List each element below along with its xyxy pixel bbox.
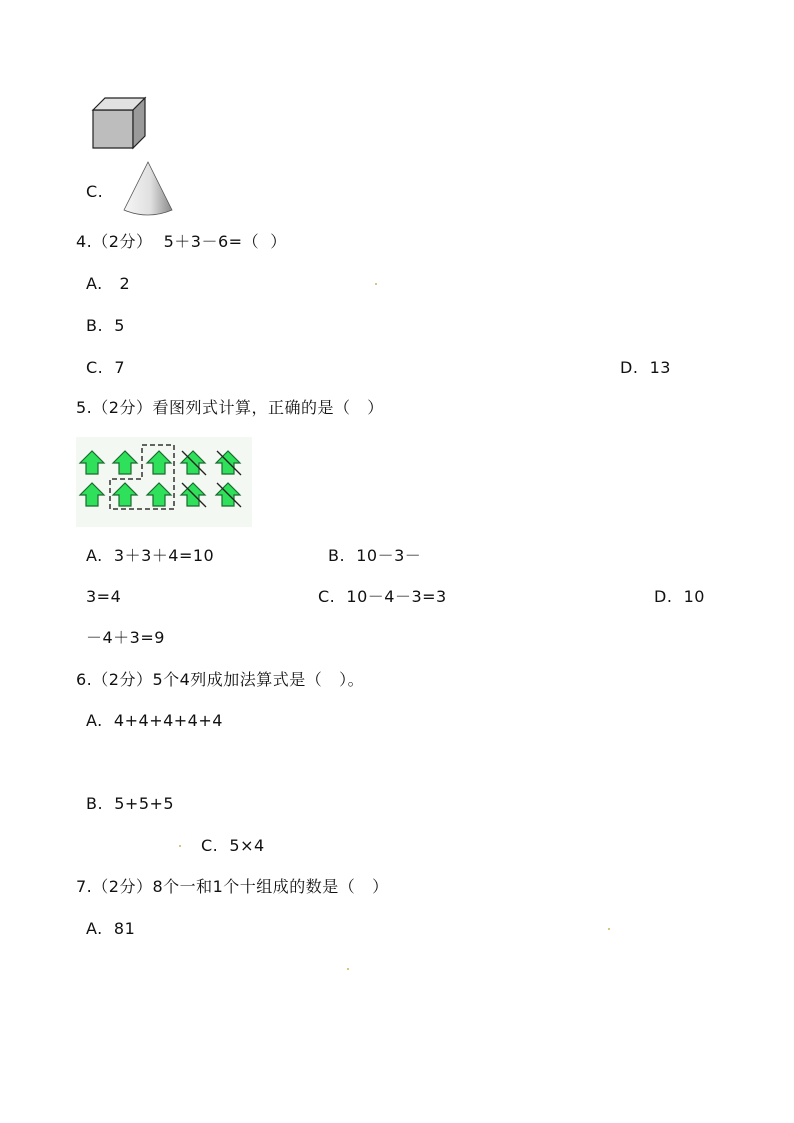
q4-option-a: A. 2 <box>86 274 131 293</box>
q5-option-b-end: 3=4 <box>86 587 122 606</box>
arrow-grid-figure <box>76 437 252 527</box>
q7-stem: 7.（2分）8个一和1个十组成的数是（ ） <box>76 877 389 896</box>
q5-option-c: C. 10－4－3=3 <box>318 587 447 606</box>
stray-speck <box>179 845 181 847</box>
stray-speck <box>608 928 610 930</box>
q5-option-b-start: B. 10－3－ <box>328 546 422 565</box>
q4-option-c: C. 7 <box>86 358 126 377</box>
q6-option-a: A. 4+4+4+4+4 <box>86 711 223 730</box>
q5-option-a: A. 3＋3＋4=10 <box>86 546 215 565</box>
q5-option-d-end: －4＋3=9 <box>86 628 165 647</box>
stray-speck <box>347 968 349 970</box>
q6-stem: 6.（2分）5个4列成加法算式是（ ）。 <box>76 670 365 689</box>
q3-option-c-label: C. <box>86 182 104 201</box>
q4-stem: 4.（2分） 5＋3－6=（ ） <box>76 232 287 251</box>
q4-option-b: B. 5 <box>86 316 125 335</box>
cone-figure <box>120 160 176 218</box>
q5-stem: 5.（2分）看图列式计算，正确的是（ ） <box>76 398 384 417</box>
q7-option-a: A. 81 <box>86 919 136 938</box>
cube-figure <box>90 96 150 152</box>
stray-speck <box>375 283 377 285</box>
q4-option-d: D. 13 <box>620 358 671 377</box>
q6-option-c: C. 5×4 <box>201 836 265 855</box>
q5-option-d-start: D. 10 <box>654 587 705 606</box>
q6-option-b: B. 5+5+5 <box>86 794 175 813</box>
